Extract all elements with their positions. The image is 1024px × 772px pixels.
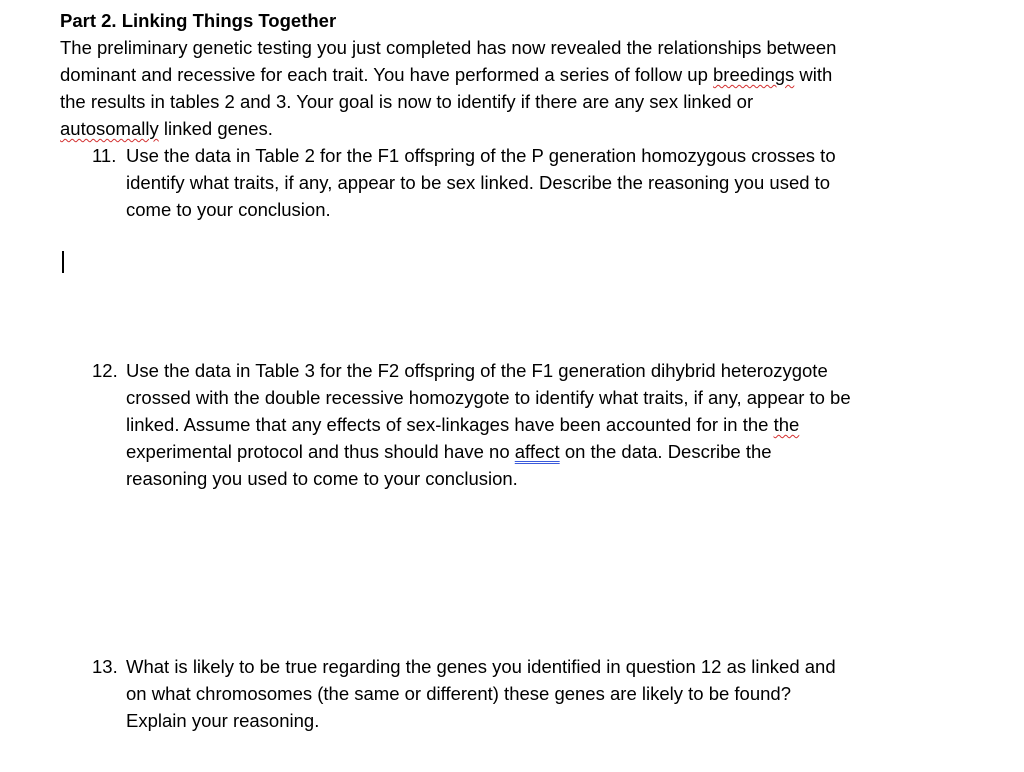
- question-13-line-1: What is likely to be true regarding the genes you identified in question 12 as linked and: [126, 656, 836, 677]
- intro-line-1: The preliminary genetic testing you just completed has now revealed the relationships between: [60, 37, 837, 58]
- question-13: [92, 653, 952, 734]
- question-12-line-3-text: linked. Assume that any effects of sex-linkages have been accounted for in the: [126, 414, 774, 435]
- intro-line-4: [60, 115, 960, 142]
- question-12: [92, 357, 952, 492]
- question-11-line-3: come to your conclusion.: [126, 199, 331, 220]
- spelling-error-the[interactable]: the: [773, 414, 800, 435]
- question-13-number: 13.: [92, 656, 118, 677]
- intro-paragraph: [60, 34, 960, 142]
- question-13-text: [126, 653, 952, 734]
- question-13-line-3: Explain your reasoning.: [126, 710, 320, 731]
- question-11-line-1: Use the data in Table 2 for the F1 offspring of the P generation homozygous crosses to: [126, 145, 836, 166]
- question-12-line-4: [126, 438, 952, 465]
- intro-line-2-end: with: [794, 64, 833, 85]
- question-12-line-2: crossed with the double recessive homozygote to identify what traits, if any, appear to be: [126, 387, 851, 408]
- intro-line-2: [60, 61, 960, 88]
- grammar-error-affect[interactable]: affect: [514, 441, 560, 462]
- question-12-number: 12.: [92, 360, 118, 381]
- document-body[interactable]: [60, 7, 960, 142]
- question-12-line-3: [126, 411, 952, 438]
- spelling-error-autosomally[interactable]: autosomally: [60, 118, 159, 139]
- question-12-line-5: reasoning you used to come to your conclusion.: [126, 468, 518, 489]
- question-11-text: [126, 142, 952, 223]
- spelling-error-breedings[interactable]: breedings: [713, 64, 795, 85]
- question-12-text: [126, 357, 952, 492]
- text-cursor: [62, 251, 64, 273]
- question-13-line-2: on what chromosomes (the same or different) these genes are likely to be found?: [126, 683, 791, 704]
- question-11-number: 11.: [92, 145, 117, 166]
- question-12-line-1: Use the data in Table 3 for the F2 offspring of the F1 generation dihybrid heterozygote: [126, 360, 828, 381]
- question-11-line-2: identify what traits, if any, appear to be sex linked. Describe the reasoning you used to: [126, 172, 831, 193]
- intro-line-4-text: linked genes.: [158, 118, 273, 139]
- intro-line-2-text: dominant and recessive for each trait. You have performed a series of follow up: [60, 64, 714, 85]
- question-11: [92, 142, 952, 223]
- intro-line-3: the results in tables 2 and 3. Your goal is now to identify if there are any sex linked or: [60, 91, 754, 112]
- question-12-line-4-end: on the data. Describe the: [559, 441, 772, 462]
- question-12-line-4-text: experimental protocol and thus should have no: [126, 441, 515, 462]
- section-heading: Part 2. Linking Things Together: [60, 10, 337, 31]
